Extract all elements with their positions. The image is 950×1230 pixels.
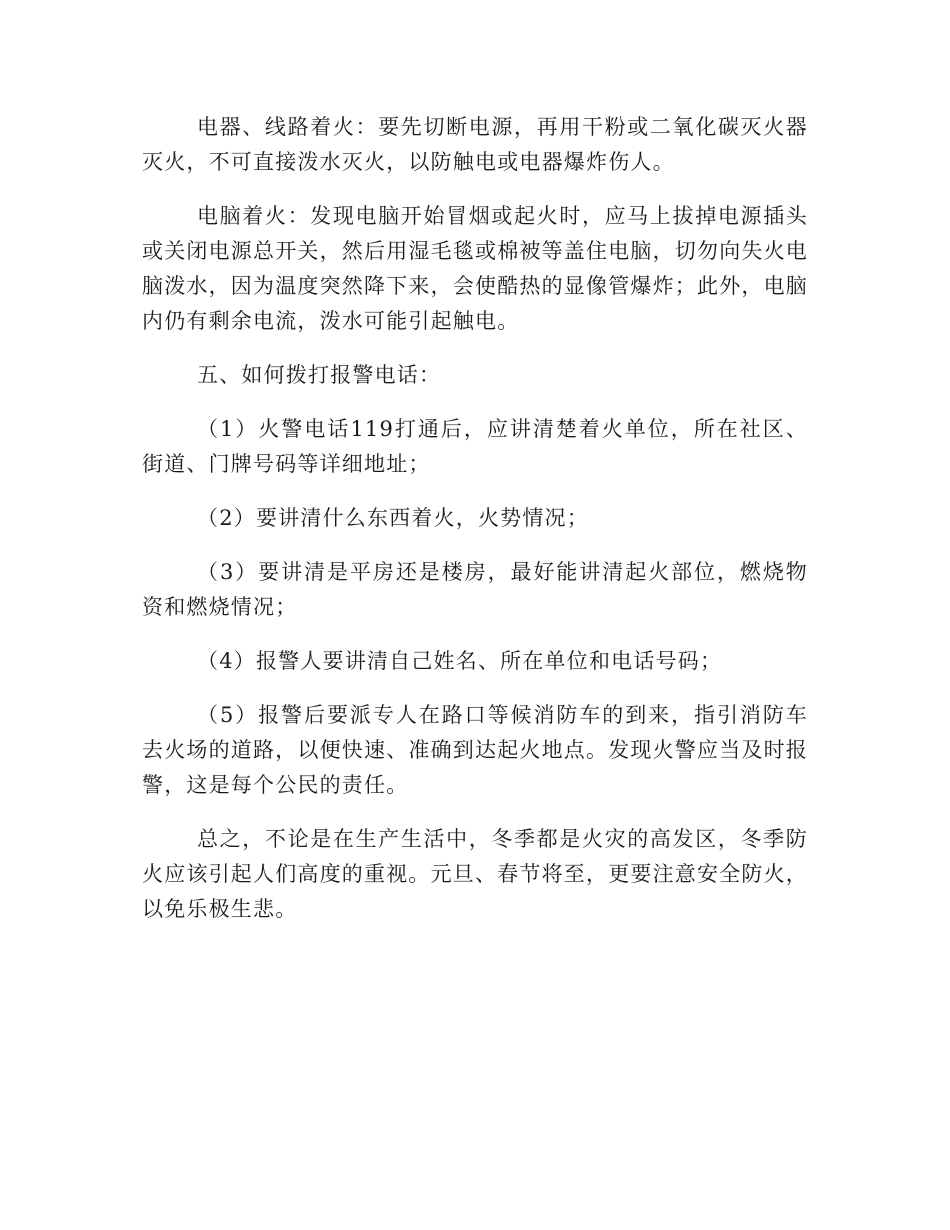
list-item-3: （3）要讲清是平房还是楼房，最好能讲清起火部位，燃烧物资和燃烧情况； (142, 560, 808, 619)
section-heading-call-alarm: 五、如何拨打报警电话： (197, 363, 442, 387)
list-item-5: （5）报警后要派专人在路口等候消防车的到来，指引消防车去火场的道路，以便快速、准确到达起火地点。发现火警应当及时报警，这是每个公民的责任。 (142, 703, 808, 797)
paragraph-conclusion: 总之，不论是在生产生活中，冬季都是火灾的高发区，冬季防火应该引起人们高度的重视。元旦、春节将至，更要注意安全防火，以免乐极生悲。 (142, 827, 808, 921)
list-item-1: （1）火警电话119打通后，应讲清楚着火单位，所在社区、街道、门牌号码等详细地址； (142, 417, 808, 476)
paragraph-electrical-fire: 电器、线路着火：要先切断电源，再用干粉或二氧化碳灭火器灭火，不可直接泼水灭火，以防触电或电器爆炸伤人。 (142, 115, 808, 174)
list-item-4: （4）报警人要讲清自己姓名、所在单位和电话号码； (197, 649, 723, 673)
paragraph-computer-fire: 电脑着火：发现电脑开始冒烟或起火时，应马上拔掉电源插头或关闭电源总开关，然后用湿毛毯或棉被等盖住电脑，切勿向失火电脑泼水，因为温度突然降下来，会使酷热的显像管爆炸；此外，电脑内仍有剩余电流，泼水可能引起触电。 (142, 204, 808, 333)
document-body (142, 110, 808, 946)
list-item-2: （2）要讲清什么东西着火，火势情况； (197, 506, 589, 530)
